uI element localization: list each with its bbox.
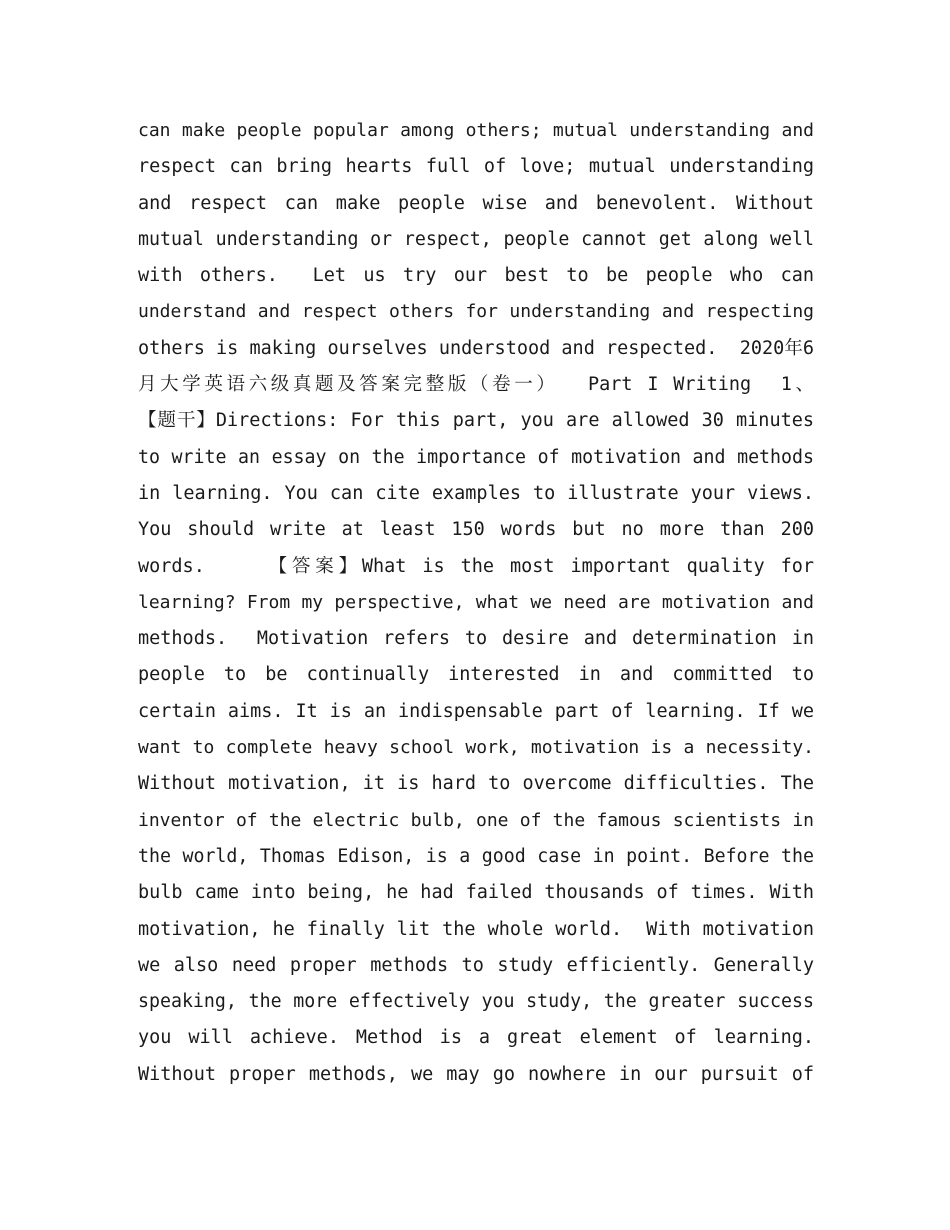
text-line: to write an essay on the importance of motivation and methods [138,446,814,468]
text-line: motivation, he finally lit the whole world. With motivation [138,918,814,940]
text-line: can make people popular among others; mutual understanding and [138,120,814,141]
text-line: 【题干】Directions: For this part, you are allowed 30 minutes [138,410,814,432]
text-line: 月大学英语六级真题及答案完整版（卷一） Part I Writing 1、 [138,374,814,396]
text-line: in learning. You can cite examples to illustrate your views. [138,482,814,504]
text-line: want to complete heavy school work, motivation is a necessity. [138,737,814,759]
text-line: we also need proper methods to study efficiently. Generally [138,954,814,976]
text-line: and respect can make people wise and benevolent. Without [138,192,814,214]
text-line: inventor of the electric bulb, one of the famous scientists in [138,809,814,831]
text-line: speaking, the more effectively you study, the greater success [138,991,814,1013]
text-line: understand and respect others for understanding and respecting [138,301,814,323]
text-line: you will achieve. Method is a great element of learning. [138,1027,814,1049]
text-line: mutual understanding or respect, people cannot get along well [138,228,814,250]
text-line: Without proper methods, we may go nowhere in our pursuit of [138,1063,814,1085]
text-line: methods. Motivation refers to desire and determination in [138,628,814,650]
text-line: You should write at least 150 words but no more than 200 [138,519,814,541]
text-line: others is making ourselves understood and respected. 2020年6 [138,337,814,359]
text-line: the world, Thomas Edison, is a good case in point. Before the [138,845,814,867]
body-text [138,113,814,1093]
text-line: learning? From my perspective, what we need are motivation and [138,591,814,613]
text-line: words. 【答案】What is the most important quality for [138,555,814,577]
text-line: bulb came into being, he had failed thousands of times. With [138,882,814,904]
text-line: people to be continually interested in and committed to [138,664,814,686]
text-line: respect can bring hearts full of love; mutual understanding [138,156,814,178]
text-line: certain aims. It is an indispensable part of learning. If we [138,700,814,722]
text-line: Without motivation, it is hard to overcome difficulties. The [138,773,814,795]
text-line: with others. Let us try our best to be people who can [138,265,814,287]
